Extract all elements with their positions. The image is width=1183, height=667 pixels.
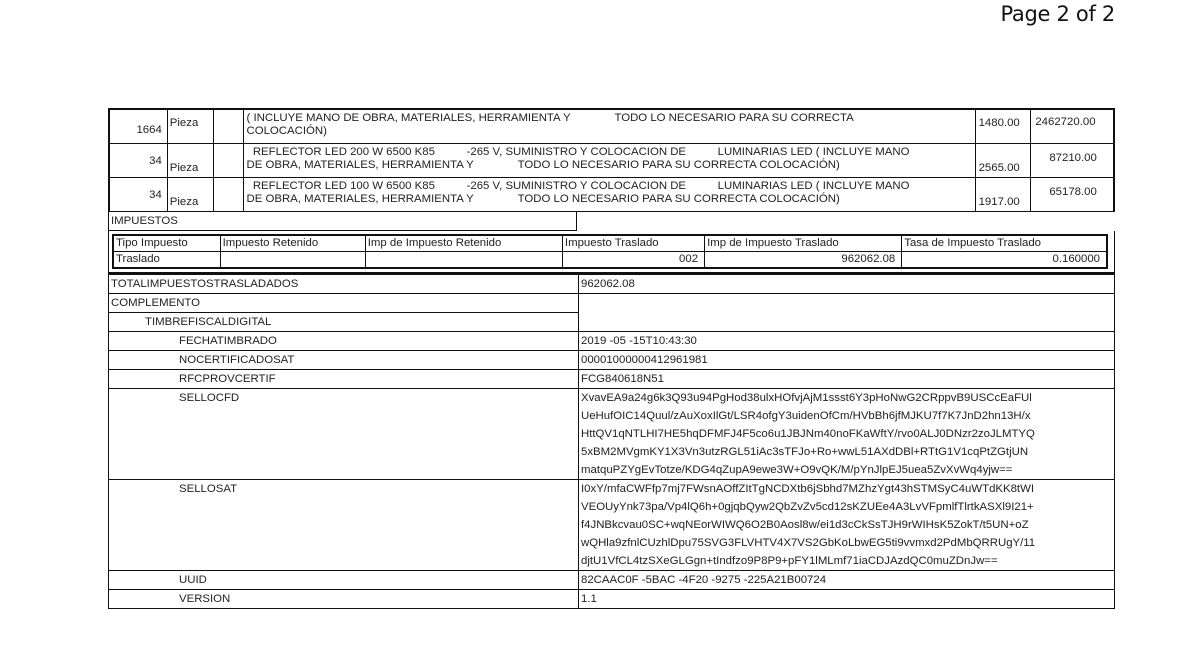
concept-table: [108, 108, 1115, 212]
tax-table-wrapper: [108, 231, 1115, 273]
tax-cell: 0.160000: [902, 252, 1107, 269]
amount-cell: 65178.00: [1049, 186, 1097, 198]
tax-cell: [220, 252, 365, 269]
tax-row: [113, 252, 1107, 269]
tax-header: Imp de Impuesto Retenido: [365, 235, 562, 252]
uuid-row: [109, 571, 1115, 590]
unit-cell: Pieza: [168, 144, 214, 177]
nocert-label: NOCERTIFICADOSAT: [109, 351, 579, 370]
sellocfd-value: XvavEA9a24g6k3Q93u94PgHod38ulxHOfvjAjM1ssst6Y3pHoNwG2CRppvB9USCcEaFUl UeHufOIC14Quul/zAuXoxIlGt/LSR4ofgY3uidenOfCm/HVbBh6jfMJKU7f7K7JnD2hn13H/x HttQV1qNTLHI7HE5hqDFMFJ4F5co6u1JBJNm40noFKaWftY/rvo0ALJ0DNzr2zoJLMTYQ 5xBM2MVgmKY1X3Vn3utzRGL51iAc3sTFJo+Ro+wwL51AXdDBl+RTtG1V1cqPtZGtjUN matquPZYgEvTotze/KDG4qZupA9ewe3W+O9vQK/M/pYnJlpEJ5uea5ZvXvWq4yjw==: [579, 389, 1115, 480]
tax-cell: [365, 252, 562, 269]
tax-header: Tasa de Impuesto Traslado: [902, 235, 1107, 252]
empty-cell: [214, 144, 244, 177]
impuestos-section: [108, 212, 1115, 231]
uuid-value: 82CAAC0F -5BAC -4F20 -9275 -225A21B00724: [579, 571, 1115, 590]
total-taxes-row: [109, 274, 1115, 294]
quantity-cell: 34: [110, 144, 168, 177]
sellosat-label: SELLOSAT: [109, 480, 579, 571]
sellosat-value: I0xY/mfaCWFfp7mj7FWsnAOffZItTgNCDXtb6jSbhd7MZhzYgt43hSTMSyC4uWTdKK8tWI VEOUyYnk73pa/Vp4lQ6h+0gjqbQyw2QbZvZv5cd12sKZUEe4A3LvVFpmlfTlrtkASXl9I21+ f4JNBkcvau0SC+wqNEorWIWQ6O2B0Aosl8w/ei1d3cCkSsTJH9rWIHsK5ZokT/t5UN+oZ wQHla9zfnlCUzhlDpu75SVG3FLVHTV4X7VS2GbKoLbwEG5ti9vvmxd2PdMbQRRUgY/11 djtU1VfCL4tzSXeGLGgn+tIndfzo9P8P9+pFY1lMLmf71iaCDJAzdQC0muZDnJw==: [579, 480, 1115, 571]
empty-cell: [214, 178, 244, 211]
complemento-row: [109, 294, 1115, 313]
tax-header: Tipo Impuesto: [113, 235, 220, 252]
invoice-document: [108, 108, 1115, 609]
version-label: VERSION: [109, 590, 579, 609]
quantity-cell: 34: [110, 178, 168, 211]
version-row: [109, 590, 1115, 609]
sellocfd-row: [109, 389, 1115, 480]
fecha-label: FECHATIMBRADO: [109, 332, 579, 351]
total-taxes-label: TOTALIMPUESTOSTRASLADADOS: [109, 274, 579, 294]
total-taxes-value: 962062.08: [579, 274, 1115, 294]
nocert-row: [109, 351, 1115, 370]
table-row: [110, 144, 1113, 178]
description-cell: ( INCLUYE MANO DE OBRA, MATERIALES, HERRAMIENTA Y TODO LO NECESARIO PARA SU CORRECTA COLOCACIÓN): [244, 110, 976, 143]
tax-cell: 002: [562, 252, 704, 269]
complemento-label: COMPLEMENTO: [109, 294, 579, 313]
unit-price-cell: 1917.00: [976, 178, 1032, 211]
tax-header: Imp de Impuesto Traslado: [705, 235, 902, 252]
amount-cell: 87210.00: [1049, 152, 1097, 164]
tax-table: [112, 234, 1108, 269]
description-cell: REFLECTOR LED 200 W 6500 K85 -265 V, SUMINISTRO Y COLOCACION DE LUMINARIAS LED ( INCLUYE MANO DE OBRA, MATERIALES, HERRAMIENTA Y TODO LO NECESARIO PARA SU CORRECTA COLOCACIÓN): [244, 144, 976, 177]
sellosat-row: [109, 480, 1115, 571]
empty-cell: [579, 294, 1115, 332]
tax-header: Impuesto Traslado: [562, 235, 704, 252]
unit-cell: Pieza: [168, 110, 214, 143]
tax-cell: Traslado: [113, 252, 220, 269]
nocert-value: 00001000000412961981: [579, 351, 1115, 370]
quantity-cell: 1664: [110, 110, 168, 143]
fecha-value: 2019 -05 -15T10:43:30: [579, 332, 1115, 351]
complement-table: [108, 273, 1115, 609]
uuid-label: UUID: [109, 571, 579, 590]
table-row: [110, 178, 1113, 212]
version-value: 1.1: [579, 590, 1115, 609]
page-number: Page 2 of 2: [1000, 2, 1115, 26]
amount-cell: 2462720.00: [1035, 116, 1096, 128]
empty-cell: [214, 110, 244, 143]
sellocfd-label: SELLOCFD: [109, 389, 579, 480]
timbre-label: TIMBREFISCALDIGITAL: [109, 313, 579, 332]
unit-price-cell: 2565.00: [976, 144, 1032, 177]
impuestos-title: IMPUESTOS: [109, 212, 577, 231]
unit-price-cell: 1480.00: [976, 110, 1032, 143]
rfc-value: FCG840618N51: [579, 370, 1115, 389]
tax-header: Impuesto Retenido: [220, 235, 365, 252]
rfc-row: [109, 370, 1115, 389]
tax-header-row: [113, 235, 1107, 252]
fecha-row: [109, 332, 1115, 351]
unit-cell: Pieza: [168, 178, 214, 211]
table-row: [110, 110, 1113, 144]
tax-cell: 962062.08: [705, 252, 902, 269]
rfc-label: RFCPROVCERTIF: [109, 370, 579, 389]
description-cell: REFLECTOR LED 100 W 6500 K85 -265 V, SUMINISTRO Y COLOCACION DE LUMINARIAS LED ( INCLUYE MANO DE OBRA, MATERIALES, HERRAMIENTA Y TODO LO NECESARIO PARA SU CORRECTA COLOCACIÓN): [244, 178, 976, 211]
